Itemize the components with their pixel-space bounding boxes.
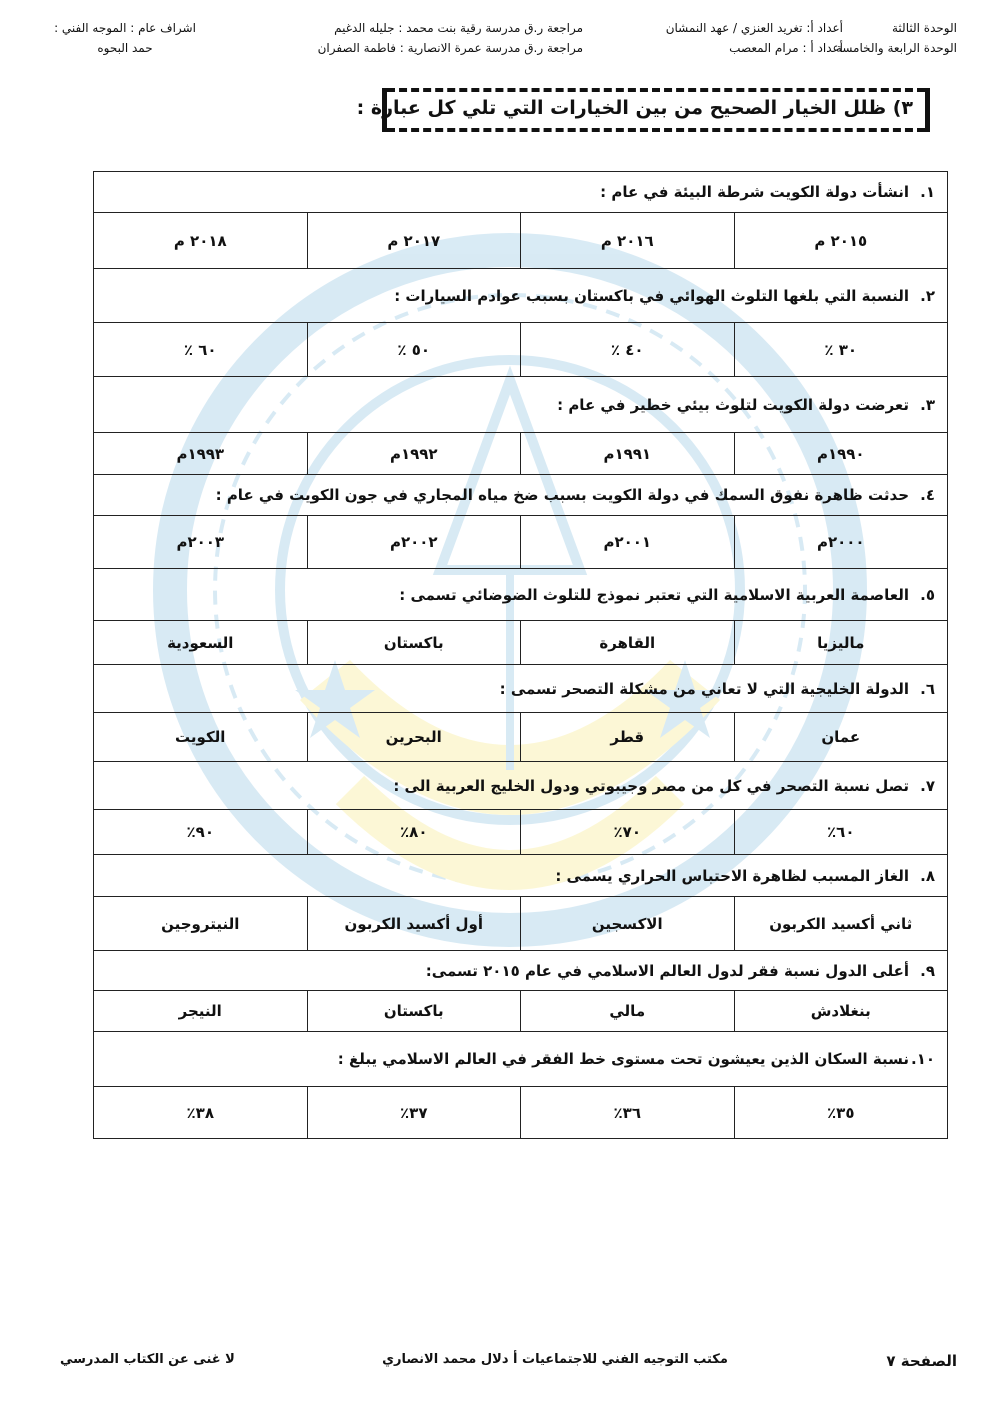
question-text: الغاز المسبب لظاهرة الاحتباس الحراري يسمى :: [555, 866, 909, 885]
question-number: ٥.: [920, 585, 935, 604]
option-cell[interactable]: ٢٠١٥ م: [734, 213, 948, 269]
option-cell[interactable]: ٦٠ ٪: [94, 323, 308, 377]
option-cell[interactable]: أول أكسيد الكربون: [307, 897, 521, 951]
question-number: ٧.: [920, 776, 935, 795]
question-text: انشأت دولة الكويت شرطة البيئة في عام :: [600, 183, 909, 201]
option-cell[interactable]: ٢٠١٦ م: [521, 213, 735, 269]
option-cell[interactable]: ٥٠ ٪: [307, 323, 521, 377]
options-row: [94, 323, 948, 377]
footer-office: مكتب التوجيه الفني للاجتماعيات أ دلال محمد الانصاري: [382, 1352, 728, 1367]
options-row: [94, 897, 948, 951]
question-cell: [94, 269, 948, 323]
option-cell[interactable]: ٣٦٪: [521, 1087, 735, 1139]
question-number: ٢.: [920, 286, 935, 305]
option-cell[interactable]: ٢٠٠٣م: [94, 516, 308, 569]
option-cell[interactable]: ٣٨٪: [94, 1087, 308, 1139]
question-cell: [94, 475, 948, 516]
option-cell[interactable]: ٣٧٪: [307, 1087, 521, 1139]
question-text: أعلى الدول نسبة فقر لدول العالم الاسلامي في عام ٢٠١٥ تسمى:: [425, 961, 909, 980]
question-cell: [94, 665, 948, 713]
question-cell: [94, 855, 948, 897]
option-cell[interactable]: ١٩٩٢م: [307, 433, 521, 475]
question-row: [94, 377, 948, 433]
option-cell[interactable]: القاهرة: [521, 621, 735, 665]
question-number: ١.: [920, 183, 935, 201]
question-text: العاصمة العربية الاسلامية التي تعتبر نموذج للتلوث الضوضائي تسمى :: [399, 585, 909, 604]
question-text: الدولة الخليجية التي لا تعاني من مشكلة التصحر تسمى :: [499, 679, 909, 698]
footer-page-number: الصفحة ٧: [886, 1352, 957, 1370]
question-number: ٩.: [920, 961, 935, 980]
option-cell[interactable]: بنغلادش: [734, 991, 948, 1032]
header-units: [836, 18, 957, 58]
option-cell[interactable]: ٢٠١٧ م: [307, 213, 521, 269]
header-supervisor-name: حمد البحوه: [97, 41, 153, 55]
option-cell[interactable]: ٣٠ ٪: [734, 323, 948, 377]
question-row: [94, 475, 948, 516]
option-cell[interactable]: النيجر: [94, 991, 308, 1032]
option-cell[interactable]: ٦٠٪: [734, 810, 948, 855]
option-cell[interactable]: الاكسجين: [521, 897, 735, 951]
question-row: [94, 1032, 948, 1087]
question-row: [94, 569, 948, 621]
option-cell[interactable]: قطر: [521, 713, 735, 762]
options-row: [94, 991, 948, 1032]
option-cell[interactable]: عمان: [734, 713, 948, 762]
question-text: حدثت ظاهرة نفوق السمك في دولة الكويت بسبب ضخ مياه المجاري في جون الكويت في عام :: [215, 486, 909, 504]
options-row: [94, 516, 948, 569]
section-title-box: [356, 88, 930, 132]
option-cell[interactable]: ٢٠٠١م: [521, 516, 735, 569]
question-text: تعرضت دولة الكويت لتلوث بيئي خطير في عام :: [557, 395, 909, 414]
options-row: [94, 433, 948, 475]
option-cell[interactable]: ٢٠٠٢م: [307, 516, 521, 569]
option-cell[interactable]: باكستان: [307, 621, 521, 665]
header-supervision-label: اشراف عام : الموجه الفني :: [54, 21, 196, 35]
question-number: ٦.: [920, 679, 935, 698]
question-row: [94, 762, 948, 810]
header-supervision: [40, 18, 210, 58]
option-cell[interactable]: ٣٥٪: [734, 1087, 948, 1139]
header-unit-45: الوحدة الرابعة والخامسة: [835, 41, 957, 55]
question-cell: [94, 762, 948, 810]
option-cell[interactable]: باكستان: [307, 991, 521, 1032]
question-cell: [94, 951, 948, 991]
question-row: [94, 951, 948, 991]
question-text: تصل نسبة التصحر في كل من مصر وجيبوتي ودول الخليج العربية الى :: [393, 776, 909, 795]
header-review-1: مراجعة ر.ق مدرسة رقية بنت محمد : جليله الدغيم: [334, 21, 583, 35]
options-row: [94, 621, 948, 665]
question-cell: [94, 377, 948, 433]
question-cell: [94, 172, 948, 213]
question-text: النسبة التي بلغها التلوث الهوائي في باكستان بسبب عوادم السيارات :: [394, 286, 909, 305]
header-prepared-2: أعداد أ : مرام المعصب: [729, 41, 843, 55]
options-row: [94, 810, 948, 855]
question-number: ٤.: [920, 486, 935, 504]
header-review: [318, 18, 583, 58]
option-cell[interactable]: ١٩٩١م: [521, 433, 735, 475]
options-row: [94, 213, 948, 269]
question-number: ٣.: [920, 395, 935, 414]
option-cell[interactable]: البحرين: [307, 713, 521, 762]
option-cell[interactable]: ٩٠٪: [94, 810, 308, 855]
question-number: ٨.: [920, 866, 935, 885]
option-cell[interactable]: الكويت: [94, 713, 308, 762]
section-title: ٣) ظلل الخيار الصحيح من بين الخيارات التي تلي كل عبارة :: [356, 97, 913, 119]
question-row: [94, 269, 948, 323]
options-row: [94, 1087, 948, 1139]
questions-table: [93, 171, 948, 1139]
question-cell: [94, 569, 948, 621]
option-cell[interactable]: النيتروجين: [94, 897, 308, 951]
question-row: [94, 855, 948, 897]
question-row: [94, 665, 948, 713]
question-number: ١٠.: [910, 1050, 935, 1068]
footer-note: لا غنى عن الكتاب المدرسي: [60, 1352, 235, 1367]
option-cell[interactable]: مالي: [521, 991, 735, 1032]
header-prepared: [666, 18, 843, 58]
option-cell[interactable]: ٨٠٪: [307, 810, 521, 855]
option-cell[interactable]: ١٩٩٣م: [94, 433, 308, 475]
options-row: [94, 713, 948, 762]
option-cell[interactable]: ثاني أكسيد الكربون: [734, 897, 948, 951]
option-cell[interactable]: ٤٠ ٪: [521, 323, 735, 377]
header-unit-3: الوحدة الثالثة: [892, 21, 957, 35]
option-cell[interactable]: السعودية: [94, 621, 308, 665]
option-cell[interactable]: ٧٠٪: [521, 810, 735, 855]
question-row: [94, 172, 948, 213]
question-text: نسبة السكان الذين يعيشون تحت مستوى خط الفقر في العالم الاسلامي يبلغ :: [337, 1050, 909, 1068]
option-cell[interactable]: ماليزيا: [734, 621, 948, 665]
header-prepared-1: أعداد أ: تغريد العنزي / عهد النمشان: [665, 21, 843, 35]
header-review-2: مراجعة ر.ق مدرسة عمرة الانصارية : فاطمة الصفران: [317, 41, 583, 55]
option-cell[interactable]: ٢٠١٨ م: [94, 213, 308, 269]
option-cell[interactable]: ٢٠٠٠م: [734, 516, 948, 569]
option-cell[interactable]: ١٩٩٠م: [734, 433, 948, 475]
question-cell: [94, 1032, 948, 1087]
